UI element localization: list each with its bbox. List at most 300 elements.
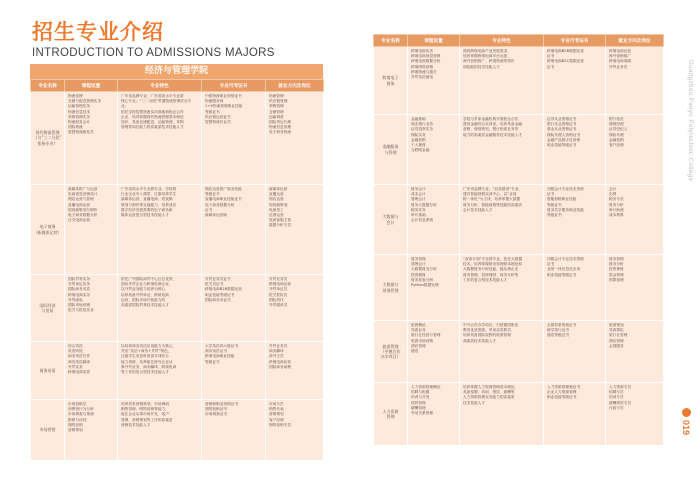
page-number: 019	[681, 420, 691, 436]
jobs-cell	[606, 383, 664, 446]
cell-line: 网店运营推广职业技能	[205, 187, 242, 191]
cell-line: 投资理财	[609, 267, 624, 272]
header-features: 专业特色	[460, 35, 544, 47]
cell-line: 市场调查证书	[205, 412, 228, 417]
cell-line: 等工作的复合型技术技能人才	[121, 370, 169, 375]
cell-line: 证券从业资格证书	[547, 117, 577, 121]
cell-line: 跨境电商运营	[609, 49, 632, 53]
cell-line: 营销师职业资格证书	[205, 402, 239, 406]
cell-line: 审计基础	[411, 213, 426, 218]
cell-line: 人力资源专员	[609, 385, 632, 389]
cell-line: 会展服务	[609, 343, 624, 348]
cell-line: 培养具备国际视野的旅游管理	[463, 333, 511, 338]
cell-line: 市场营销	[39, 427, 56, 433]
table-row	[374, 47, 664, 115]
cell-line: 投资理财	[411, 272, 426, 277]
cell-line: 社交电商运营	[68, 218, 91, 223]
cell-line: 会计	[386, 219, 395, 225]
cell-line: 证券投资实务	[411, 127, 434, 132]
cell-line: 财务管理、投资理财、财务分析等	[463, 272, 519, 277]
cell-line: 财务大数据分析	[411, 202, 437, 207]
cell-line: 事外贸业务、商务翻译、跨境电商	[121, 364, 177, 369]
cell-line: 突出“英语+商务+外贸”特色，	[121, 349, 172, 354]
cell-line: 旅游概论	[411, 323, 426, 327]
cell-line: 策划与制作等实战能力，培养适应	[121, 202, 177, 207]
cell-line: 物流信息技术	[68, 109, 91, 114]
cell-line: 外贸业务员证书	[205, 277, 231, 281]
cell-line: 综合英语	[68, 344, 83, 348]
cell-line: 职业技能等级证书	[547, 272, 577, 277]
cell-line: 供应链管理	[269, 99, 288, 104]
table-header-row	[31, 80, 324, 92]
cell-line: 市场专员	[269, 402, 284, 406]
certificates-cell	[202, 275, 266, 342]
cell-line: 财务管理	[609, 257, 624, 261]
cell-line: 管理等岗位能力的高素质技术技能人才	[121, 125, 184, 130]
cell-line: 财务会计	[411, 187, 426, 191]
features-cell	[460, 115, 544, 185]
major-name-cell	[31, 400, 65, 461]
cell-line: 跨境电商客服	[609, 59, 632, 64]
cell-line: 税一体化”为主线，培养掌握大数据	[463, 197, 521, 202]
cell-line: 国际贸易实务	[68, 277, 91, 281]
cell-line: 仓储管理	[269, 109, 284, 114]
certificates-cell	[202, 92, 266, 185]
cell-line: 初级会计专业技术资格	[547, 257, 584, 261]
cell-line: 电子商务	[39, 224, 56, 230]
cell-line: 物流管理	[68, 94, 83, 98]
certificates-cell	[202, 342, 266, 400]
cell-line: 客户经理	[609, 143, 624, 148]
cell-line: 海外营销推广、跨境物流等知识	[463, 59, 515, 64]
cell-line: 管理会计	[411, 197, 426, 202]
cell-line: 电子商务数据分析	[205, 202, 235, 207]
cell-line: 报关报检员	[269, 292, 288, 297]
table-row	[374, 255, 664, 321]
cell-line: 社群运营	[269, 213, 284, 218]
cell-line: 旅行社管理	[609, 333, 628, 338]
jobs-cell	[266, 342, 324, 400]
cell-line: 导游业务	[411, 328, 426, 333]
cell-line: 国际物流	[68, 125, 83, 130]
cell-line: 外贸业务员	[269, 277, 288, 281]
features-cell	[118, 400, 202, 461]
cell-line: 证书	[205, 207, 213, 212]
header-major-name: 专业名称	[374, 35, 408, 47]
cell-line: 理财经理	[609, 122, 624, 127]
cell-line: 跨境电商实务	[411, 49, 434, 53]
cell-line: 业财一体信息化应用	[547, 267, 581, 272]
cell-line: 外贸单证员	[269, 287, 288, 292]
cell-line: 财务管理	[411, 257, 426, 261]
cell-line: 广东省品牌专业，“双高建设”专业，	[463, 187, 523, 191]
table-row	[31, 185, 324, 275]
cell-line: 电商美工	[269, 207, 284, 212]
cell-line: 人力资源	[382, 408, 399, 414]
cell-line: 互联网金融	[411, 148, 430, 153]
certificates-cell	[202, 185, 266, 275]
cell-line: 培养具有营销策划、市场调研、	[121, 402, 173, 406]
cell-line: 等级证书	[547, 202, 562, 207]
courses-cell	[408, 185, 460, 255]
cell-line: 数据分析专员	[269, 223, 292, 228]
cell-line: 跨境电商数据分析	[411, 59, 441, 64]
cell-line: 物流财务会计	[68, 120, 91, 125]
cell-line: 大数据与	[382, 282, 399, 288]
cell-line: 中外合作办学项目，引进德国职业	[463, 323, 519, 327]
cell-line: 技术技能人才	[463, 400, 486, 405]
cell-line: 智能财税职业技能	[547, 197, 577, 202]
cell-line: 职业技能等级证书	[547, 395, 577, 400]
cell-line: 等级证书	[205, 359, 220, 364]
cell-line: 个人理财	[411, 143, 426, 148]
cell-line: 会计信息系统	[411, 218, 434, 223]
cell-line: 财务分析	[609, 202, 624, 207]
cell-line: 财务分析	[609, 262, 624, 267]
cell-line: 营销策划	[68, 428, 83, 433]
cell-line: 初级会计专业技术资格	[547, 187, 584, 191]
certificates-cell	[544, 185, 606, 255]
cell-line: 商务英语写作	[68, 354, 91, 359]
table-row	[31, 400, 324, 461]
cell-line: 国际市场营销	[68, 303, 91, 308]
cell-line: 会计	[609, 187, 617, 191]
table-row	[31, 275, 324, 342]
cell-line: 市场调查与预测	[68, 412, 94, 417]
cell-line: 商务	[386, 80, 395, 86]
courses-cell	[65, 342, 118, 400]
table-row	[374, 321, 664, 383]
cell-line: 供应链运营证书	[205, 114, 231, 119]
features-cell	[118, 342, 202, 400]
cell-line: 金融营销	[609, 137, 624, 142]
cell-line: 广东省高水平专业群专业，学校将	[121, 187, 177, 191]
cell-line: 银行柜员	[609, 117, 624, 121]
cell-line: 职业技能等级证书	[547, 143, 577, 148]
cell-line: 跨境电商英语	[68, 370, 91, 375]
majors-table-left	[30, 79, 324, 461]
cell-line: 保险代理人资格证书	[547, 132, 581, 137]
cell-line: 资金管理	[609, 272, 624, 277]
cell-line: 外贸业务员	[609, 64, 628, 69]
cell-line: 财务共享服务职业技能	[547, 207, 584, 212]
cell-line: 证书	[547, 54, 555, 59]
cell-line: 国际商务单证员	[205, 297, 231, 302]
page-title: 招生专业介绍	[32, 20, 164, 44]
cell-line: 跨境电商B2B数据运营	[205, 287, 242, 292]
cell-line: 银行从业资格证书	[547, 122, 577, 127]
cell-line: 工作的复合型技术技能人才	[463, 277, 508, 282]
courses-cell	[65, 400, 118, 461]
cell-line: 采购管理	[269, 104, 284, 109]
cell-line: 市场营销学	[68, 402, 87, 406]
cell-line: 营销、理财规划、银行柜面业务等	[463, 127, 519, 132]
cell-line: 招聘专员	[609, 390, 624, 395]
cell-line: 中级物流职业资格证书	[205, 94, 242, 98]
cell-line: 企业人力资源管理	[547, 390, 577, 395]
features-cell	[460, 185, 544, 255]
cell-line: 薪酬绩效专员	[609, 400, 632, 405]
jobs-cell	[606, 115, 664, 185]
jobs-cell	[606, 255, 664, 321]
table-header-row	[374, 35, 664, 47]
cell-line: 网络营销证书	[205, 407, 228, 412]
cell-line: 物流信息管理	[269, 125, 292, 130]
cell-line: 面向外贸企业与跨境电商企业，	[121, 282, 173, 287]
right-column	[373, 34, 663, 446]
major-name-cell	[374, 255, 408, 321]
cell-line: 智慧物流作业员	[205, 120, 231, 125]
cell-line: 金融基础	[411, 117, 426, 121]
cell-line: 办学项目）	[380, 354, 401, 360]
cell-line: 能在企业从事市场开发、客户	[121, 412, 169, 417]
cell-line: 培训与开发	[411, 395, 430, 400]
major-name-cell	[31, 275, 65, 342]
side-vertical-text: Guangzhou Panyu Polytechnic College	[687, 60, 693, 182]
cell-line: 金融产品数字化营销	[547, 137, 581, 142]
cell-line: （中德合作	[380, 348, 401, 354]
cell-line: 销售管理、网络营销等能力，	[121, 407, 169, 412]
cell-line: 国际商务英语	[68, 287, 91, 292]
cell-line: 跨境电商实务	[68, 292, 91, 297]
cell-line: 推销与谈判	[68, 417, 87, 422]
cell-line: 具备招聘、培训、绩效、薪酬等	[463, 390, 515, 395]
cell-line: 人力资源管理概论	[411, 385, 441, 389]
cell-line: 高素质技术技能人才	[463, 338, 497, 343]
cell-line: 基金从业资格证书	[547, 127, 577, 132]
page-subtitle: INTRODUCTION TO ADMISSIONS MAJORS	[32, 47, 275, 59]
cell-line: 旅行社经营与管理	[411, 333, 441, 338]
certificates-cell	[544, 255, 606, 321]
cell-line: 网店运营与管理	[68, 197, 94, 202]
cell-line: 旅游管理	[382, 343, 399, 349]
cell-line: 招聘与配置	[411, 390, 430, 395]
cell-line: 培养掌握人力资源管理基本理论，	[463, 385, 519, 389]
jobs-cell	[606, 185, 664, 255]
cell-line: 国际货代	[269, 297, 284, 302]
cell-line: 大数据财务分析技能，能从事企业	[463, 267, 519, 272]
cell-line: 证券经纪人	[609, 127, 628, 132]
cell-line: 跨境网络营销	[411, 64, 434, 69]
cell-line: 核心专业；“三二分段”贯通物流管理试点专业；	[121, 99, 192, 109]
cell-line: 电子商务物流	[269, 130, 292, 135]
cell-line: 培训专员	[609, 395, 624, 400]
cell-line: 建有智能财税实训中心，以“业财	[463, 192, 517, 197]
cell-line: 电商视觉营销设计	[68, 192, 98, 197]
certificates-cell	[544, 47, 606, 115]
cell-line: 管理会计	[411, 262, 426, 267]
cell-line: 电商客服主管	[269, 218, 292, 223]
cell-line: 直播电商职业技能证书	[205, 197, 242, 202]
cell-line: 酒店管理	[609, 338, 624, 343]
cell-line: 人力资源管理师证书	[547, 385, 581, 389]
cell-line: 外贸单证实务	[68, 282, 91, 287]
cell-line: 能力的高素质金融服务技术技能人才	[463, 132, 522, 137]
jobs-cell	[606, 321, 664, 383]
cell-line: 报关与报检实务	[68, 308, 94, 313]
cell-line: 行业企业引入课堂，注重培养学生	[121, 192, 177, 197]
cell-line: 短视频策划与制作	[68, 207, 98, 212]
cell-line: 旅游市场营销	[411, 338, 434, 343]
cell-line: 酒店管理	[411, 343, 426, 348]
features-cell	[460, 255, 544, 321]
cell-line: 能力训练，培养能在涉外企业从	[121, 359, 173, 364]
cell-line: 企业，培养掌握现代物流管理基本理论	[121, 114, 184, 119]
courses-cell	[65, 275, 118, 342]
cell-line: 运输管理实务	[68, 104, 91, 109]
cell-line: 跨境电商职业技能	[205, 354, 235, 359]
cell-line: 商务英语证书	[205, 349, 228, 354]
cell-line: 国际货运代理	[269, 120, 292, 125]
jobs-cell	[266, 185, 324, 275]
cell-line: 成本会计	[411, 192, 426, 197]
major-name-cell	[374, 115, 408, 185]
courses-cell	[408, 255, 460, 321]
cell-line: 金融营销	[411, 137, 426, 142]
cell-line: 等级证书	[547, 213, 562, 218]
cell-line: 外贸英语函电	[411, 75, 434, 80]
jobs-cell	[266, 275, 324, 342]
cell-line: 技术，培养掌握财务管理基本理论和	[463, 262, 522, 267]
cell-line: 媒体运营复合型技术技能人才	[121, 213, 169, 218]
features-cell	[460, 321, 544, 383]
cell-line: 薪酬管理	[411, 405, 426, 410]
cell-line: 全国导游资格证书	[547, 323, 577, 327]
cell-line: 与管理	[384, 149, 397, 155]
cell-line: 和技能的技术技能人才	[463, 64, 500, 69]
page-dot-icon	[682, 408, 691, 417]
cell-line: 大数据财务分析	[411, 267, 437, 272]
cell-line: 跨境电商B2B数据运营	[547, 49, 584, 53]
cell-line: 管理、营销策划等工作的高素质	[121, 417, 173, 422]
cell-line: 行政专员	[609, 405, 624, 410]
cell-line: 外贸业务员	[269, 344, 288, 348]
cell-line: 物流管理	[269, 94, 284, 98]
cell-line: 德语	[411, 349, 419, 354]
cell-line: 国际经济	[39, 302, 56, 308]
cell-line: 新媒体运营师	[205, 213, 228, 218]
header-jobs: 就业方向及岗位	[606, 35, 664, 47]
cell-line: 预算管理	[609, 277, 624, 282]
major-name-cell	[31, 92, 65, 185]
cell-line: 物流服务师	[205, 99, 224, 104]
jobs-cell	[266, 92, 324, 185]
jobs-cell	[266, 400, 324, 461]
cell-line: 旅游策划	[609, 323, 624, 327]
cell-line: 德语等级证书	[547, 333, 570, 338]
cell-line: 跨境电子	[382, 75, 399, 81]
cell-line: 注重学生英语听说读写译综合	[121, 354, 169, 359]
cell-line: 高素质国际贸易技术技能人才	[121, 303, 169, 308]
features-cell	[118, 185, 202, 275]
cell-line: 导游领队	[609, 328, 624, 333]
cell-line: 衔接专业）	[37, 140, 58, 146]
cell-line: 证书	[547, 64, 555, 69]
cell-line: 跨境物流与通关	[411, 69, 437, 74]
cell-line: 管理	[386, 414, 395, 419]
majors-table-right	[373, 34, 664, 446]
cell-line: 仓储与配送管理实务	[68, 99, 102, 104]
features-cell	[118, 92, 202, 185]
cell-line: 教育优质资源，采用双语教学，	[463, 328, 515, 333]
cell-line: 面向跨境电商产业发展需求，	[463, 49, 511, 53]
cell-line: 知识，具备仓储配送、运输管理、采购	[121, 120, 184, 125]
courses-cell	[408, 321, 460, 383]
cell-line: 大数据与	[382, 214, 399, 220]
cell-line: 人力资源管理实务能力的高素质	[463, 395, 515, 400]
cell-line: 大学英语四六级证书	[205, 344, 239, 348]
cell-line: 智慧物流新技术	[68, 130, 94, 135]
cell-line: 金融服务	[382, 144, 399, 150]
header-certificates: 专业可考证书	[544, 35, 606, 47]
cell-line: 英语听说	[68, 349, 83, 354]
header-courses: 课程设置	[65, 80, 118, 92]
cell-line: 销售代表	[269, 407, 284, 412]
cell-line: 商务翻译	[269, 349, 284, 354]
cell-line: 商务英语翻译	[68, 359, 91, 364]
cell-line: 外贸实务	[68, 364, 83, 369]
certificates-cell	[544, 383, 606, 446]
cell-line: 网络营销专员	[269, 422, 292, 427]
cell-line: 运输调度	[269, 114, 284, 119]
cell-line: 跨境电商B2C数据运营	[547, 59, 584, 64]
cell-line: 审计助理	[609, 207, 624, 212]
table-row	[374, 383, 664, 446]
cell-line: 税务专员	[609, 197, 624, 202]
cell-line: 营销策划	[269, 412, 284, 417]
cell-line: 税务实务	[411, 207, 426, 212]
table-row	[374, 115, 664, 185]
cell-line: 跨境电商运营	[269, 359, 292, 364]
cell-line: 财务报表分析	[411, 277, 434, 282]
cell-line: 国际商务助理	[269, 364, 292, 369]
header-major-name: 专业名称	[31, 80, 65, 92]
cell-line: 涉外文员	[269, 354, 284, 359]
courses-cell	[408, 115, 460, 185]
features-cell	[460, 383, 544, 446]
cell-line: 财务分析、智能财税等技能的高素质	[463, 202, 522, 207]
cell-line: 成本核算	[609, 213, 624, 218]
cell-line: 跨境电商视觉营销	[411, 54, 441, 59]
cell-line: 培养掌握跨境电商平台运营、	[463, 54, 511, 59]
cell-line: 消费者行为分析	[68, 407, 94, 412]
courses-cell	[408, 383, 460, 446]
major-name-cell	[374, 383, 408, 446]
courses-cell	[65, 92, 118, 185]
table-row	[31, 342, 324, 400]
cell-line: 建设金融综合实训室，培养具备金融	[463, 122, 522, 127]
courses-cell	[408, 47, 460, 115]
major-name-cell	[374, 321, 408, 383]
header-jobs: 就业方向及岗位	[266, 80, 324, 92]
cell-line: 保险代理	[609, 132, 624, 137]
features-cell	[460, 47, 544, 115]
cell-line: 证书	[547, 192, 555, 197]
table-row	[31, 92, 324, 185]
cell-line: 数字经济发展需要的电子商务新	[121, 207, 173, 212]
cell-line: 1+X物流管理职业技能	[205, 104, 243, 109]
cell-line: 绩效管理	[411, 400, 426, 405]
cell-line: 报关员证书	[205, 282, 224, 287]
cell-line: 外贸跟单员	[269, 303, 288, 308]
cell-line: 客户经理	[269, 417, 284, 422]
cell-line: 依托广州国际商贸中心区位优势，	[121, 277, 177, 281]
section-banner: 经济与管理学院	[30, 64, 323, 79]
cell-line: 电子商务数据分析	[68, 213, 98, 218]
major-name-cell	[374, 185, 408, 255]
cell-line: 新媒体推广与运营	[68, 187, 98, 191]
cell-line: 现代物流管理	[35, 130, 60, 136]
